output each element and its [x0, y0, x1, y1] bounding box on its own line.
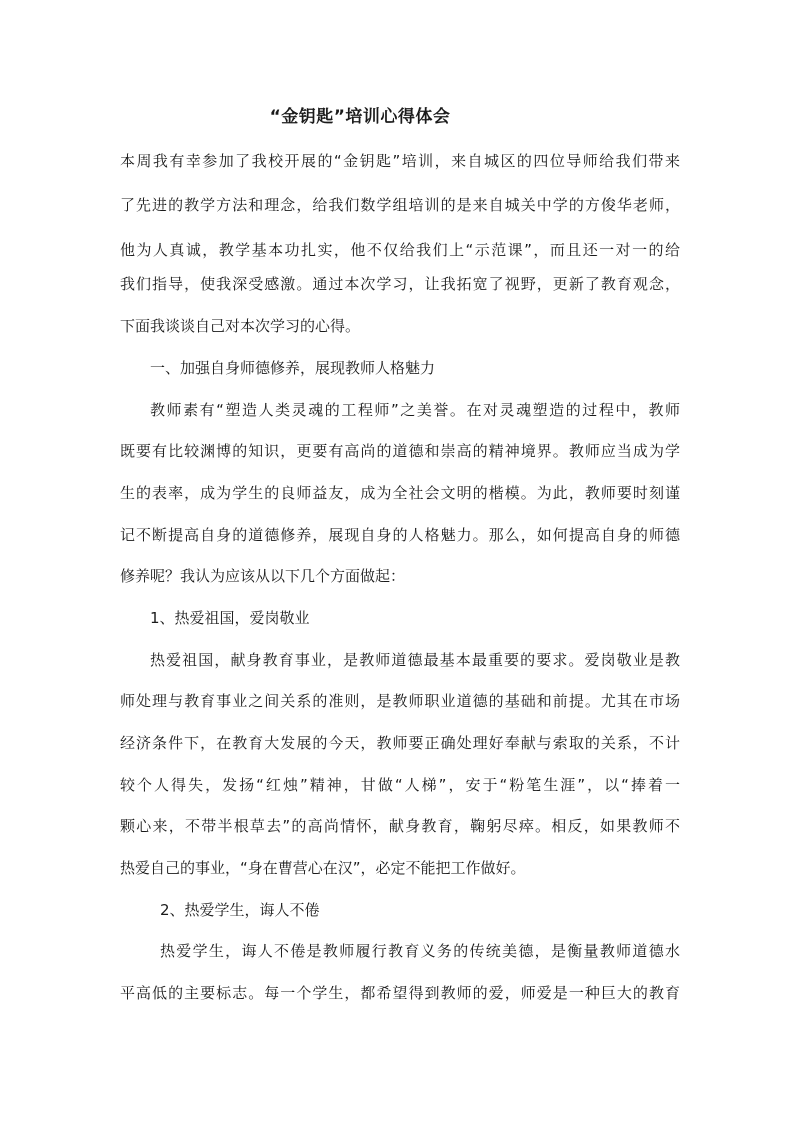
paragraph-line: 修养呢？我认为应该从以下几个方面做起：: [120, 567, 406, 585]
paragraph-line: 教师素有“塑造人类灵魂的工程师”之美誉。在对灵魂塑造的过程中，教师: [150, 401, 680, 419]
paragraph-line: 热爱学生，诲人不倦是教师履行教育义务的传统美德，是衡量教师道德水: [160, 942, 680, 960]
paragraph-line: 热爱自己的事业，“身在曹营心在汉”，必定不能把工作做好。: [120, 859, 526, 877]
paragraph-line: 他为人真诚，教学基本功扎实，他不仅给我们上“示范课”，而且还一对一的给: [120, 241, 680, 259]
paragraph-line: 记不断提高自身的道德修养，展现自身的人格魅力。那么，如何提高自身的师德: [120, 526, 680, 544]
paragraph-line: 平高低的主要标志。每一个学生，都希望得到教师的爱，师爱是一种巨大的教育: [120, 984, 680, 1002]
paragraph-line: 师处理与教育事业之间关系的准则，是教师职业道德的基础和前提。尤其在市场: [120, 692, 680, 710]
paragraph-line: 经济条件下，在教育大发展的今天，教师要正确处理好奉献与索取的关系，不计: [120, 734, 680, 752]
subsection-heading: 2、热爱学生，诲人不倦: [160, 901, 320, 919]
subsection-heading: 1、热爱祖国，爱岗敬业: [150, 609, 310, 627]
paragraph-line: 本周我有幸参加了我校开展的“金钥匙”培训，来自城区的四位导师给我们带来: [120, 152, 680, 170]
section-heading: 一、加强自身师德修养，展现教师人格魅力: [150, 359, 436, 377]
paragraph-line: 我们指导，使我深受感激。通过本次学习，让我拓宽了视野，更新了教育观念，: [120, 275, 680, 293]
paragraph-line: 生的表率，成为学生的良师益友，成为全社会文明的楷模。为此，教师要时刻谨: [120, 484, 680, 502]
paragraph-line: 下面我谈谈自己对本次学习的心得。: [120, 317, 361, 335]
paragraph-line: 既要有比较渊博的知识，更要有高尚的道德和崇高的精神境界。教师应当成为学: [120, 442, 680, 460]
paragraph-line: 较个人得失，发扬“红烛”精神，甘做“人梯”，安于“粉笔生涯”，以“捧着一: [120, 776, 680, 794]
paragraph-line: 热爱祖国，献身教育事业，是教师道德最基本最重要的要求。爱岗敬业是教: [150, 651, 680, 669]
paragraph-line: 颗心来，不带半根草去”的高尚情怀，献身教育，鞠躬尽瘁。相反，如果教师不: [120, 817, 680, 835]
document-title: “金钥匙”培训心得体会: [269, 107, 451, 127]
paragraph-line: 了先进的教学方法和理念，给我们数学组培训的是来自城关中学的方俊华老师，: [120, 196, 680, 214]
